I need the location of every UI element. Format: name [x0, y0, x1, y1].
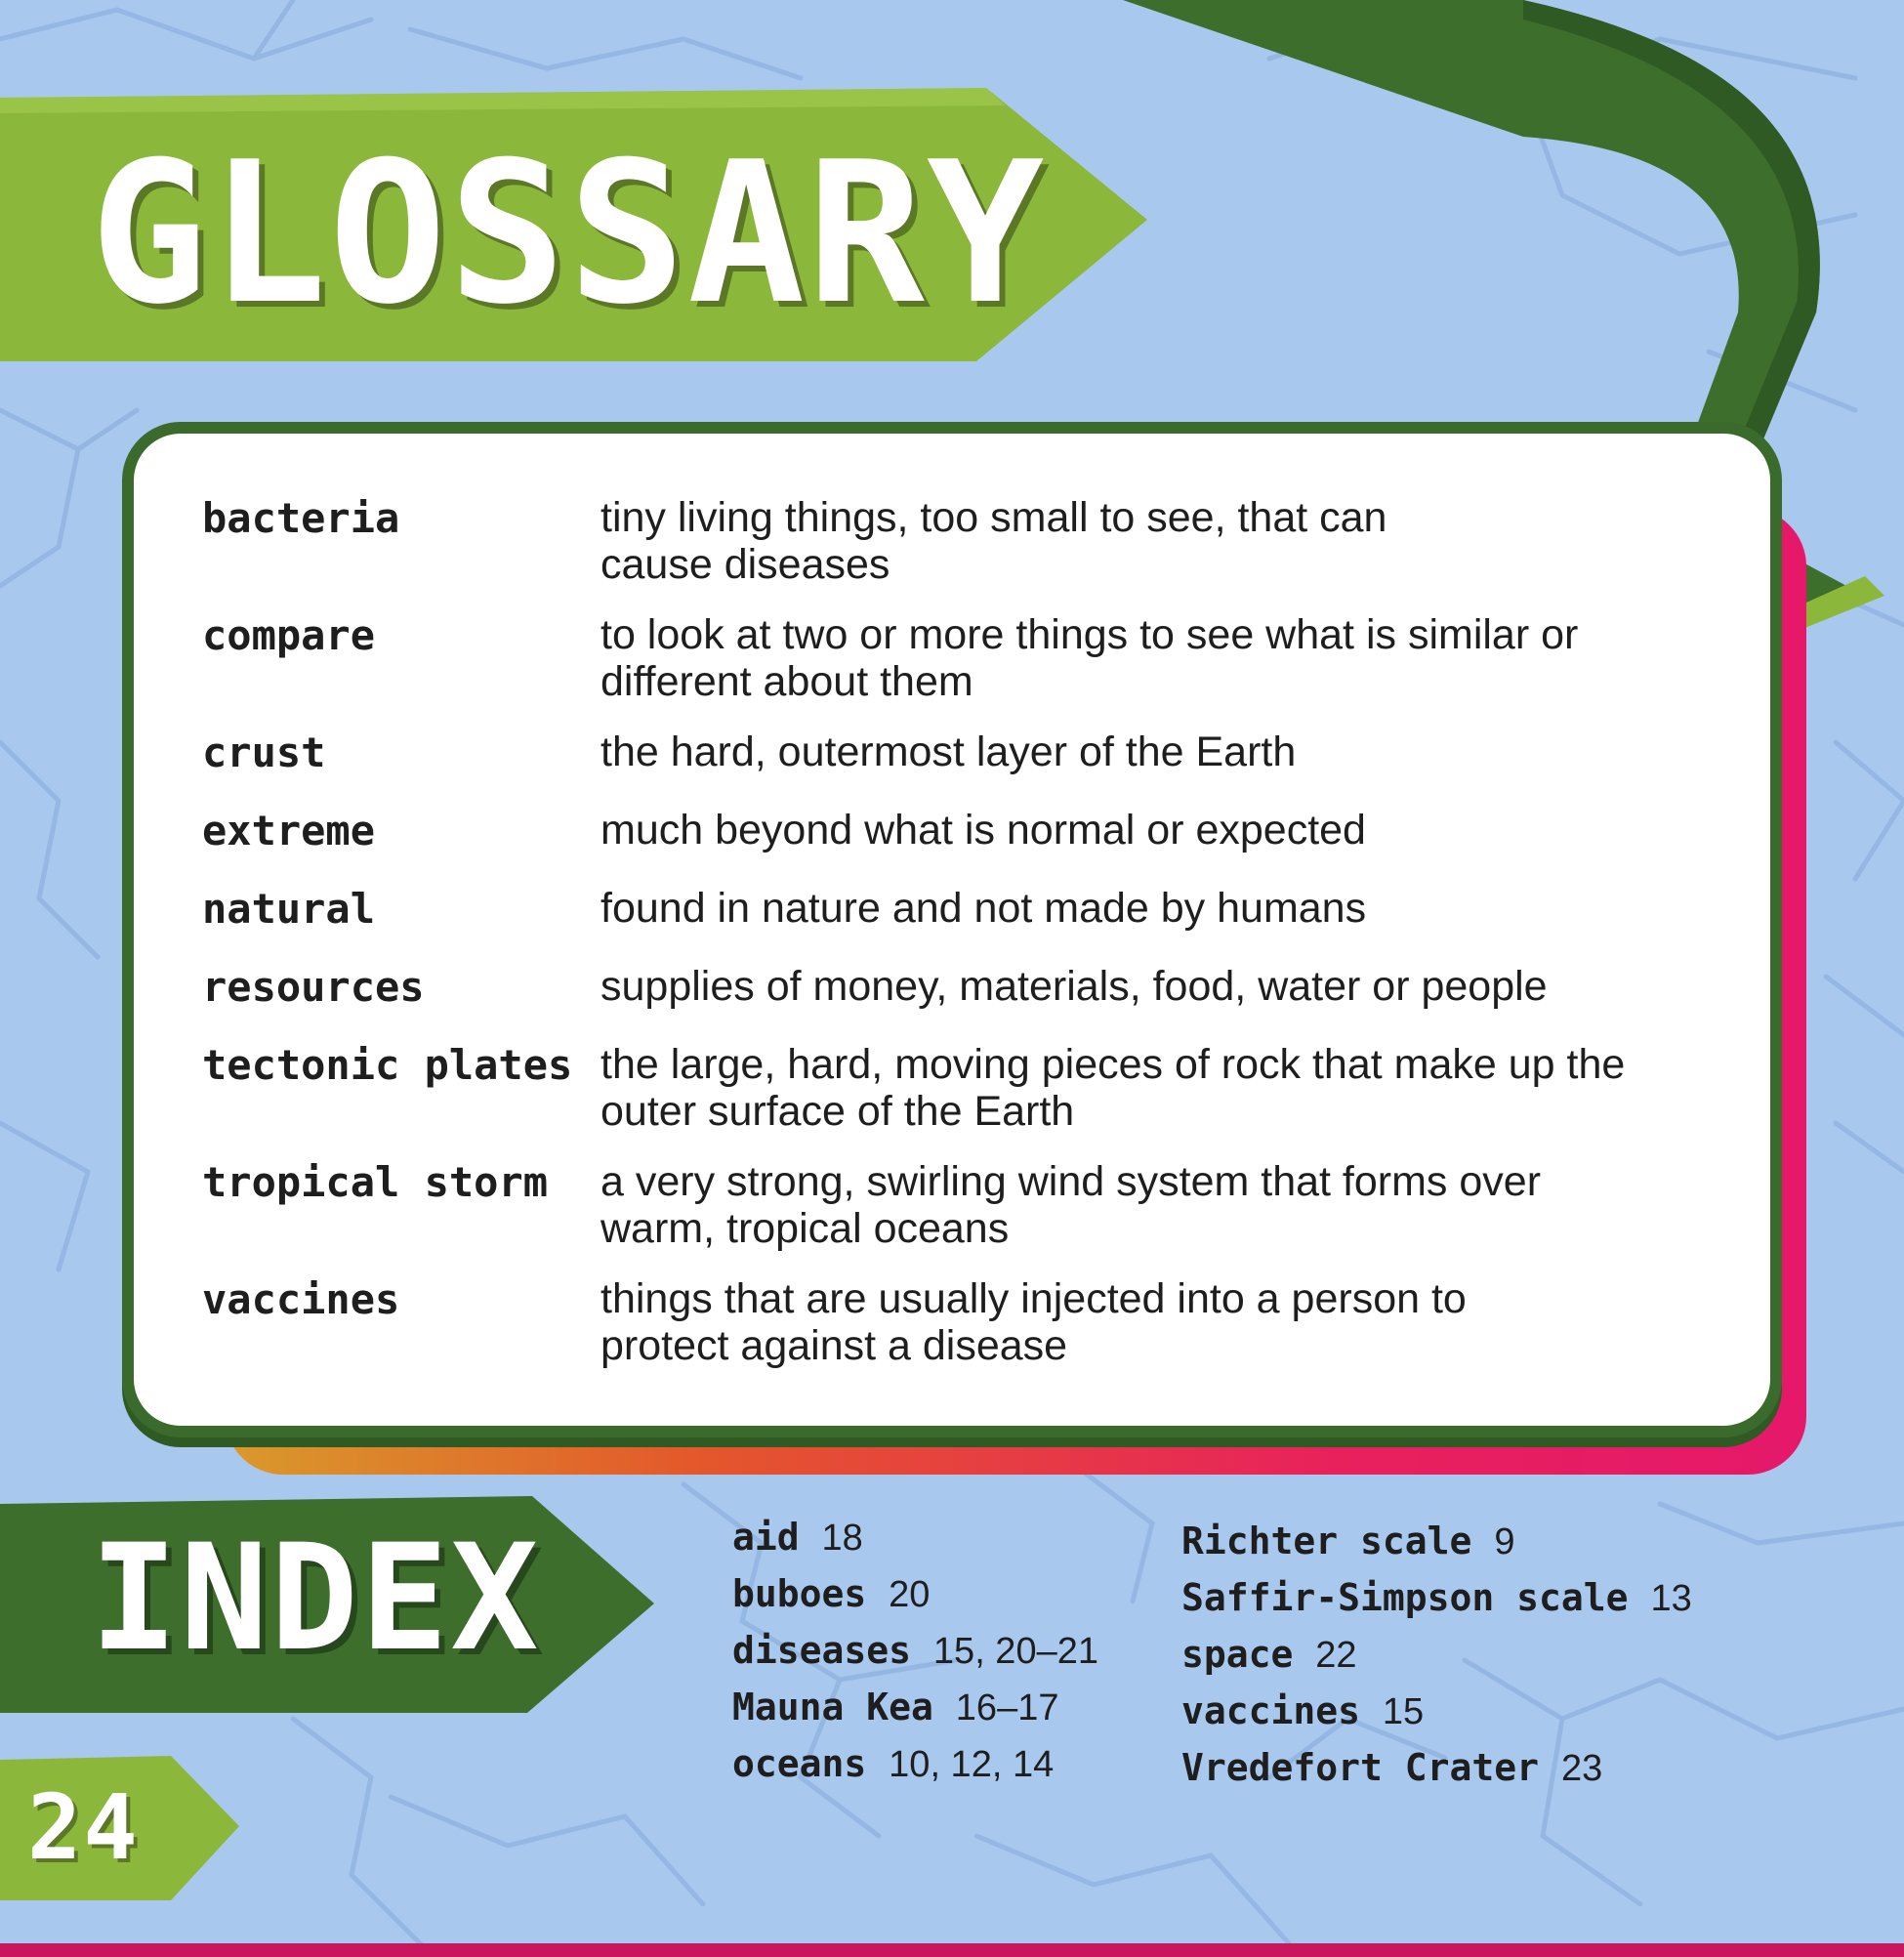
bottom-edge-strip [0, 1943, 1904, 1957]
glossary-term: extreme [202, 807, 376, 854]
index-entry: vaccines 15 [1181, 1689, 1425, 1732]
glossary-card [122, 422, 1782, 1437]
glossary-definition: things that are usually injected into a person to protect against a disease [600, 1275, 1467, 1369]
glossary-definition: to look at two or more things to see what is similar or different about them [600, 611, 1579, 705]
glossary-term: bacteria [202, 494, 400, 542]
glossary-term: crust [202, 729, 326, 776]
index-column-left [732, 1510, 1098, 1793]
glossary-definition: the hard, outermost layer of the Earth [600, 729, 1297, 775]
glossary-term: natural [202, 885, 376, 933]
index-entry: Saffir-Simpson scale 13 [1181, 1576, 1692, 1619]
index-column-right [1181, 1514, 1692, 1797]
glossary-definition: a very strong, swirling wind system that forms over warm, tropical oceans [600, 1158, 1542, 1252]
glossary-term: tropical storm [202, 1158, 549, 1206]
glossary-banner [0, 88, 1152, 371]
index-entry: aid 18 [732, 1516, 863, 1559]
glossary-definition: supplies of money, materials, food, water or people [600, 963, 1548, 1010]
glossary-title: GLOSSARY [90, 120, 1047, 348]
index-entry: space 22 [1181, 1633, 1357, 1676]
index-banner [0, 1496, 664, 1713]
index-entry: oceans 10, 12, 14 [732, 1742, 1055, 1785]
page-number: 24 [27, 1775, 140, 1880]
index-entry: Mauna Kea 16–17 [732, 1686, 1059, 1728]
index-title: INDEX [90, 1514, 541, 1684]
glossary-term: resources [202, 963, 425, 1011]
glossary-term: vaccines [202, 1275, 400, 1323]
glossary-definition: tiny living things, too small to see, that can cause diseases [600, 494, 1387, 588]
index-entry: diseases 15, 20–21 [732, 1629, 1098, 1672]
glossary-definition: found in nature and not made by humans [600, 885, 1367, 932]
index-entry: Richter scale 9 [1181, 1520, 1515, 1562]
index-entry: Vredefort Crater 23 [1181, 1746, 1603, 1789]
glossary-definition: the large, hard, moving pieces of rock that make up the outer surface of the Earth [600, 1041, 1626, 1135]
glossary-term: tectonic plates [202, 1041, 573, 1089]
glossary-definition: much beyond what is normal or expected [600, 807, 1366, 854]
index-entry: buboes 20 [732, 1572, 931, 1615]
page-number-tab [0, 1756, 244, 1902]
glossary-term: compare [202, 611, 376, 659]
